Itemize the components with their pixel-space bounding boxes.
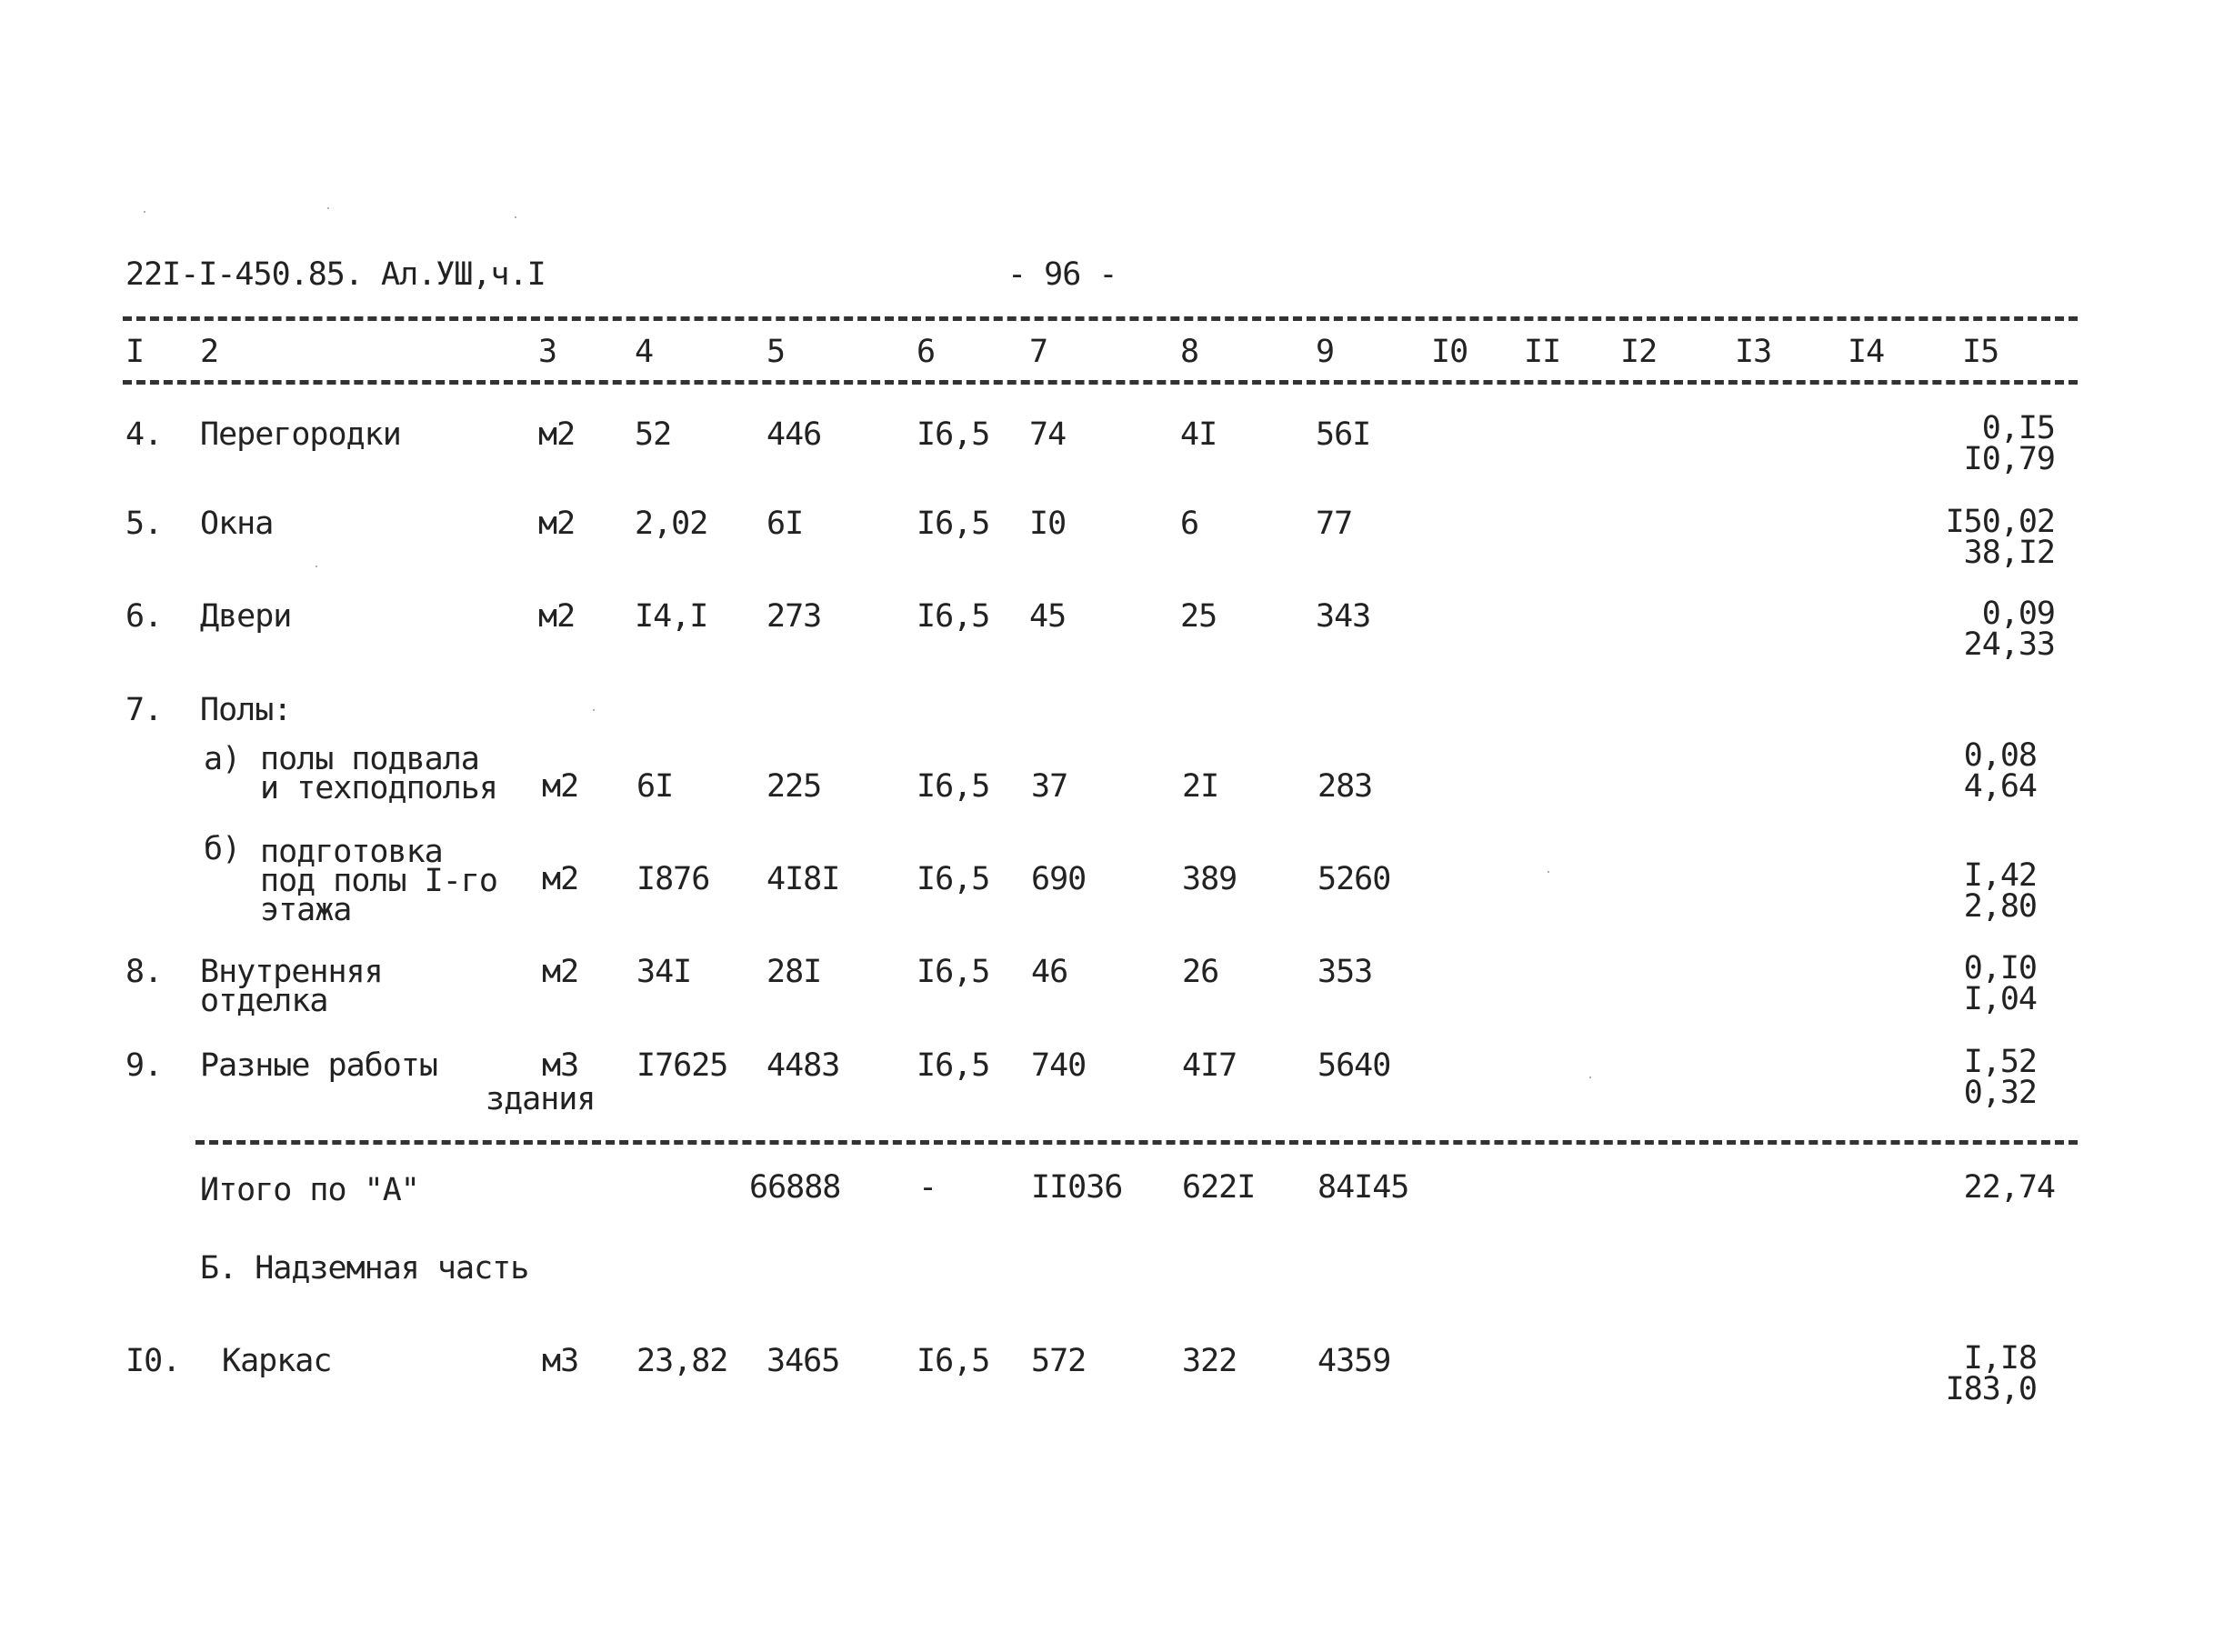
cell: 2,02: [635, 506, 708, 542]
cell: I4,I: [635, 598, 708, 635]
column-header: I5: [1962, 334, 1999, 370]
rule-before-total: [195, 1140, 2078, 1145]
cell: 225: [766, 768, 822, 805]
cell: 26: [1182, 954, 1219, 990]
row-name: Перегородки: [200, 416, 401, 453]
row-number: 8.: [125, 954, 163, 990]
cell: I6,5: [917, 861, 990, 897]
row-name-line3: этажа: [260, 892, 352, 928]
cell: I6,5: [917, 954, 990, 990]
cell: 740: [1031, 1047, 1087, 1084]
cell: 690: [1031, 861, 1087, 897]
row-name-line1: полы подвала: [260, 741, 479, 777]
column-header: I3: [1735, 334, 1772, 370]
cell: I876: [636, 861, 710, 897]
row-unit: м3: [542, 1047, 579, 1084]
row-number: 7.: [125, 692, 163, 728]
row-number: 5.: [125, 506, 163, 542]
cell: I7625: [636, 1047, 728, 1084]
row-number: I0.: [125, 1343, 181, 1379]
cell: 572: [1031, 1343, 1087, 1379]
cell: 4I7: [1182, 1047, 1237, 1084]
column-header: 5: [766, 334, 786, 370]
cell: 84I45: [1317, 1169, 1409, 1206]
column-header: 7: [1029, 334, 1048, 370]
cell-col15-top: 0,I5: [1981, 410, 2055, 446]
cell: 45: [1029, 598, 1067, 635]
row-number: 4.: [125, 416, 163, 453]
row-unit: м2: [542, 861, 579, 897]
cell: 74: [1029, 416, 1067, 453]
cell-col15-top: I,52: [1963, 1044, 2037, 1080]
row-unit: м2: [542, 768, 579, 805]
row-name-line2: и техподполья: [260, 770, 497, 806]
cell: 273: [766, 598, 822, 635]
cell: 343: [1316, 598, 1371, 635]
cell: I6,5: [917, 416, 990, 453]
cell-col15-bottom: 38,I2: [1963, 535, 2055, 571]
row-name: Двери: [200, 598, 292, 635]
scan-speck: [1589, 1076, 1591, 1078]
cell-col15-bottom: 24,33: [1963, 626, 2055, 663]
cell: I6,5: [917, 1343, 990, 1379]
cell: 6I: [766, 506, 804, 542]
cell: 52: [635, 416, 672, 453]
column-header: 3: [538, 334, 557, 370]
scan-speck: [327, 207, 329, 209]
row-unit: м2: [542, 954, 579, 990]
column-header: 2: [200, 334, 219, 370]
cell-col15-bottom: 2,80: [1963, 888, 2037, 925]
cell-col15-bottom: I,04: [1963, 981, 2037, 1017]
cell-col15-bottom: I83,0: [1945, 1371, 2037, 1407]
cell: 4483: [766, 1047, 840, 1084]
row-unit: м2: [538, 506, 576, 542]
column-header: I: [125, 334, 145, 370]
page-number: - 96 -: [1007, 256, 1117, 293]
scan-speck: [1548, 871, 1549, 873]
cell: I0: [1029, 506, 1067, 542]
cell-col15-top: 0,I0: [1963, 950, 2037, 986]
cell: II036: [1031, 1169, 1123, 1206]
cell: 25: [1180, 598, 1217, 635]
cell: 23,82: [636, 1343, 728, 1379]
cell: 446: [766, 416, 822, 453]
cell-col15-top: I50,02: [1945, 504, 2055, 540]
scan-speck: [593, 709, 595, 711]
cell: 322: [1182, 1343, 1237, 1379]
scan-speck: [515, 216, 516, 218]
row-name-line2: под полы I-го: [260, 863, 497, 899]
section-heading: Б. Надземная часть: [200, 1250, 529, 1287]
row-name-line1: подготовка: [260, 834, 443, 870]
column-header: II: [1524, 334, 1561, 370]
cell: 353: [1317, 954, 1373, 990]
cell: 622I: [1182, 1169, 1256, 1206]
row-name: Каркас: [222, 1343, 332, 1379]
total-col15: 22,74: [1963, 1169, 2055, 1206]
cell: -: [918, 1169, 937, 1206]
cell: I6,5: [917, 598, 990, 635]
row-name: Разные работы: [200, 1047, 437, 1084]
row-name: Окна: [200, 506, 274, 542]
cell: 46: [1031, 954, 1068, 990]
column-header: 4: [635, 334, 654, 370]
cell: 56I: [1316, 416, 1371, 453]
cell: 3465: [766, 1343, 840, 1379]
column-header: 6: [917, 334, 936, 370]
row-name: Полы:: [200, 692, 292, 728]
row-unit: м3: [542, 1343, 579, 1379]
scan-speck: [144, 211, 145, 213]
row-name-line2: отделка: [200, 983, 328, 1019]
cell: 34I: [636, 954, 692, 990]
cell: 4359: [1317, 1343, 1391, 1379]
cell: 66888: [749, 1169, 841, 1206]
cell: I6,5: [917, 506, 990, 542]
cell: 6I: [636, 768, 674, 805]
cell: 283: [1317, 768, 1373, 805]
row-marker: б): [204, 831, 241, 867]
cell: 5260: [1317, 861, 1391, 897]
rule-top: [123, 316, 2078, 321]
cell: 77: [1316, 506, 1353, 542]
cell-col15-bottom: I0,79: [1963, 441, 2055, 477]
scan-speck: [316, 566, 317, 567]
row-name-line1: Внутренняя: [200, 954, 383, 990]
row-unit: м2: [538, 416, 576, 453]
cell-col15-top: I,I8: [1963, 1340, 2037, 1377]
cell: 37: [1031, 768, 1068, 805]
cell: 389: [1182, 861, 1237, 897]
cell: 4I: [1180, 416, 1217, 453]
cell-col15-top: 0,09: [1981, 596, 2055, 632]
row-unit-line2: здания: [486, 1081, 596, 1117]
cell-col15-bottom: 4,64: [1963, 768, 2037, 805]
cell-col15-bottom: 0,32: [1963, 1075, 2037, 1111]
column-header: I4: [1848, 334, 1885, 370]
cell: 4I8I: [766, 861, 840, 897]
document-code: 22I-I-450.85. Ал.УШ,ч.I: [125, 256, 546, 293]
cell-col15-top: I,42: [1963, 857, 2037, 894]
cell: 6: [1180, 506, 1199, 542]
cell: 5640: [1317, 1047, 1391, 1084]
row-number: 6.: [125, 598, 163, 635]
column-header: I0: [1431, 334, 1468, 370]
cell: 2I: [1182, 768, 1219, 805]
column-header: I2: [1620, 334, 1658, 370]
column-header: 9: [1316, 334, 1335, 370]
total-label: Итого по "А": [200, 1172, 419, 1208]
cell: I6,5: [917, 1047, 990, 1084]
row-unit: м2: [538, 598, 576, 635]
cell: 28I: [766, 954, 822, 990]
rule-under-header: [123, 380, 2078, 385]
row-number: 9.: [125, 1047, 163, 1084]
row-marker: а): [204, 741, 241, 777]
cell: I6,5: [917, 768, 990, 805]
cell-col15-top: 0,08: [1963, 737, 2037, 774]
column-header: 8: [1180, 334, 1199, 370]
